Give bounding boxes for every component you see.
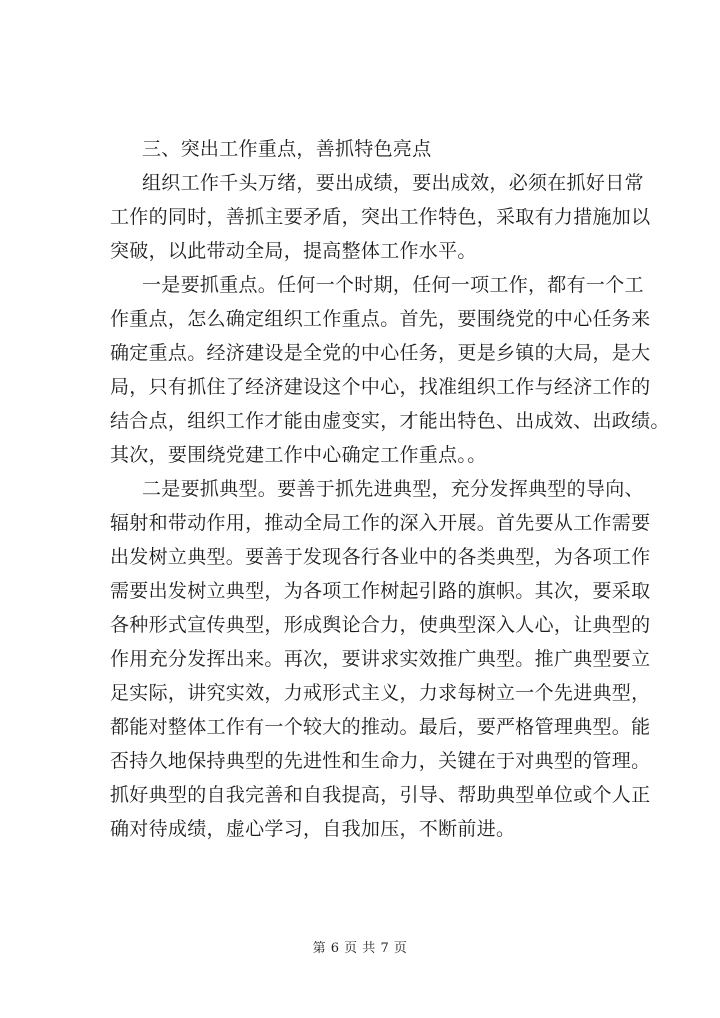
body-line: 出发树立典型。要善于发现各行各业中的各类典型，为各项工作 — [110, 546, 651, 568]
body-line: 一是要抓重点。任何一个时期，任何一项工作，都有一个工 — [142, 274, 644, 296]
body-line: 都能对整体工作有一个较大的推动。最后，要严格管理典型。能 — [110, 716, 651, 738]
body-line: 作用充分发挥出来。再次，要讲求实效推广典型。推广典型要立 — [110, 648, 651, 670]
body-line: 抓好典型的自我完善和自我提高，引导、帮助典型单位或个人正 — [110, 784, 651, 806]
document-body — [110, 132, 670, 846]
body-line: 作重点，怎么确定组织工作重点。首先，要围绕党的中心任务来 — [110, 308, 651, 330]
body-line: 二是要抓典型。要善于抓先进典型，充分发挥典型的导向、 — [142, 478, 644, 500]
body-line: 确定重点。经济建设是全党的中心任务，更是乡镇的大局，是大 — [110, 342, 651, 364]
body-line: 辐射和带动作用，推动全局工作的深入开展。首先要从工作需要 — [110, 512, 651, 534]
body-line: 结合点，组织工作才能由虚变实，才能出特色、出成效、出政绩。 — [110, 410, 670, 432]
body-line: 各种形式宣传典型，形成舆论合力，使典型深入人心，让典型的 — [110, 614, 651, 636]
body-line: 足实际，讲究实效，力戒形式主义，力求每树立一个先进典型， — [110, 682, 651, 704]
body-line: 需要出发树立典型，为各项工作树起引路的旗帜。其次，要采取 — [110, 580, 651, 602]
body-line: 局，只有抓住了经济建设这个中心，找准组织工作与经济工作的 — [110, 376, 651, 398]
page-number-footer: 第 6 页 共 7 页 — [312, 941, 408, 956]
body-line: 突破，以此带动全局，提高整体工作水平。 — [110, 240, 477, 262]
section-heading: 三、突出工作重点，善抓特色亮点 — [142, 138, 432, 160]
body-line: 确对待成绩，虚心学习，自我加压，不断前进。 — [110, 818, 516, 840]
body-line: 其次，要围绕党建工作中心确定工作重点。。 — [110, 444, 487, 466]
body-line: 否持久地保持典型的先进性和生命力，关键在于对典型的管理。 — [110, 750, 651, 772]
body-line: 组织工作千头万绪，要出成绩，要出成效，必须在抓好日常 — [142, 172, 644, 194]
body-line: 工作的同时，善抓主要矛盾，突出工作特色，采取有力措施加以 — [110, 206, 651, 228]
